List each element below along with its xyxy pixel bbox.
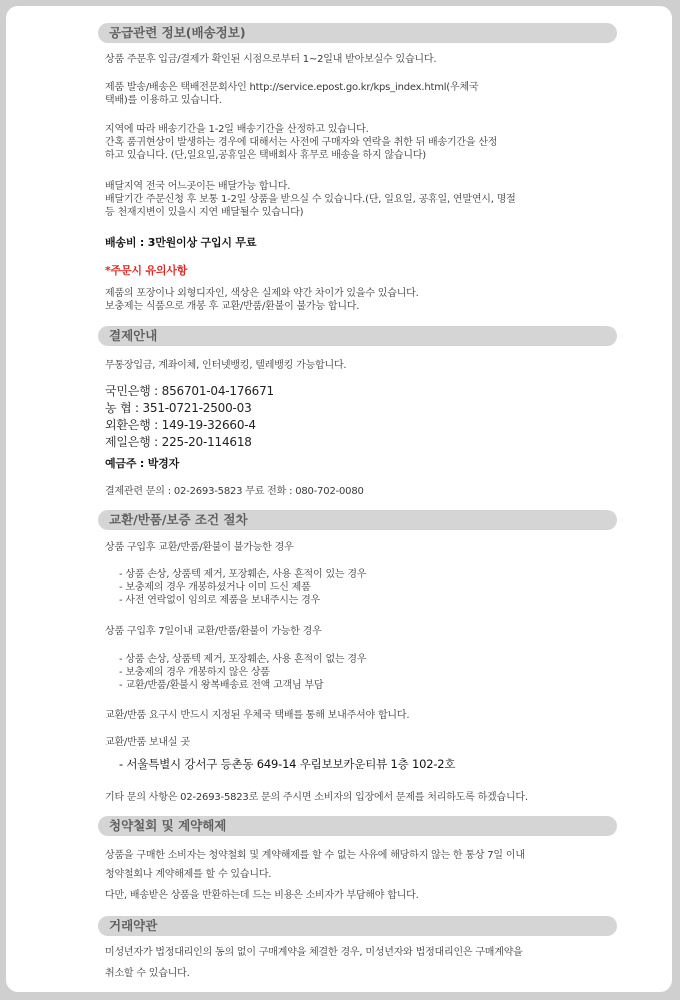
section-header-terms: 거래약관 (98, 916, 617, 936)
not-possible-item-3: - 사전 연락없이 임의로 제품을 보내주시는 경우 (119, 595, 321, 606)
other-inquiry: 기타 문의 사항은 02-2693-5823로 문의 주시면 소비자의 입장에서 문제를 처리하도록 하겠습니다. (105, 792, 528, 803)
section-header-shipping: 공급관련 정보(배송정보) (98, 23, 617, 43)
possible-title: 상품 구입후 7일이내 교환/반품/환불이 가능한 경우 (105, 626, 322, 637)
page-frame (6, 6, 672, 992)
withdrawal-line-2: 청약철회나 계약해제를 할 수 있습니다. (105, 869, 272, 880)
caution-line-2: 보충제는 식품으로 개봉 후 교환/반품/환불이 불가능 합니다. (105, 301, 360, 312)
shipping-fee: 배송비 : 3만원이상 구입시 무료 (105, 236, 257, 249)
terms-line-1: 미성년자가 법정대리인의 동의 없이 구매계약을 체결한 경우, 미성년자와 법정대리인은 구매계약을 (105, 947, 523, 958)
section-header-exchange: 교환/반품/보증 조건 절차 (98, 510, 617, 530)
possible-item-1: - 상품 손상, 상품텍 제거, 포장훼손, 사용 흔적이 없는 경우 (119, 654, 367, 665)
payment-methods: 무통장입금, 계좌이체, 인터넷뱅킹, 텔레뱅킹 가능합니다. (105, 360, 347, 371)
shipping-text-2-line-2: 택배)를 이용하고 있습니다. (105, 95, 222, 106)
shipping-text-3-line-1: 지역에 따라 배송기간을 1-2일 배송기간을 산정하고 있습니다. (105, 124, 369, 135)
withdrawal-line-1: 상품을 구매한 소비자는 청약철회 및 계약해제를 할 수 없는 사유에 해당하지 않는 한 통상 7일 이내 (105, 850, 525, 861)
courier-note: 교환/반품 요구시 반드시 지정된 우체국 택배를 통해 보내주셔야 합니다. (105, 710, 410, 721)
section-header-payment: 결제안내 (98, 326, 617, 346)
shipping-text-3-line-2: 간혹 품귀현상이 발생하는 경우에 대해서는 사전에 구매자와 연락을 취한 뒤 배송기간을 산정 (105, 137, 498, 148)
shipping-text-4-line-3: 등 천재지변이 있을시 지연 배달될수 있습니다) (105, 207, 304, 218)
possible-item-3: - 교환/반품/환불시 왕복배송료 전액 고객님 부담 (119, 680, 324, 691)
account-kookmin: 국민은행 : 856701-04-176671 (105, 384, 274, 398)
return-address-title: 교환/반품 보내실 곳 (105, 737, 190, 748)
not-possible-title: 상품 구입후 교환/반품/환불이 불가능한 경우 (105, 542, 294, 553)
account-nonghyup: 농 협 : 351-0721-2500-03 (105, 401, 252, 415)
return-address: - 서울특별시 강서구 등촌동 649-14 우림보보카운티뷰 1층 102-2호 (119, 757, 456, 771)
account-holder: 예금주 : 박경자 (105, 457, 180, 470)
caution-line-1: 제품의 포장이나 외형디자인, 색상은 실제와 약간 차이가 있을수 있습니다. (105, 288, 419, 299)
possible-item-2: - 보충제의 경우 개봉하지 않은 상품 (119, 667, 270, 678)
shipping-text-3-line-3: 하고 있습니다. (단,일요일,공휴일은 택배회사 휴무로 배송을 하지 않습니다) (105, 150, 426, 161)
withdrawal-line-3: 다만, 배송받은 상품을 반환하는데 드는 비용은 소비자가 부담해야 합니다. (105, 890, 419, 901)
not-possible-item-2: - 보충제의 경우 개봉하셨거나 이미 드신 제품 (119, 582, 311, 593)
shipping-text-1: 상품 주문후 입금/결제가 확인된 시점으로부터 1~2일내 받아보실수 있습니다. (105, 54, 437, 65)
account-keb: 외환은행 : 149-19-32660-4 (105, 418, 256, 432)
payment-contact: 결제관련 문의 : 02-2693-5823 무료 전화 : 080-702-0080 (105, 486, 364, 497)
shipping-text-4-line-2: 배달기간 주문신청 후 보통 1-2일 상품을 받으실 수 있습니다.(단, 일요일, 공휴일, 연말연시, 명절 (105, 194, 516, 205)
not-possible-item-1: - 상품 손상, 상품텍 제거, 포장훼손, 사용 흔적이 있는 경우 (119, 569, 367, 580)
account-jeil: 제일은행 : 225-20-114618 (105, 435, 252, 449)
shipping-text-4-line-1: 배달지역 전국 어느곳이든 배달가능 합니다. (105, 181, 291, 192)
section-header-withdrawal: 청약철회 및 계약해제 (98, 816, 617, 836)
caution-title: *주문시 유의사항 (105, 264, 188, 277)
terms-line-2: 취소할 수 있습니다. (105, 968, 190, 979)
shipping-text-2-line-1: 제품 발송/배송은 택배전문회사인 http://service.epost.go.kr/kps_index.html(우체국 (105, 82, 479, 93)
